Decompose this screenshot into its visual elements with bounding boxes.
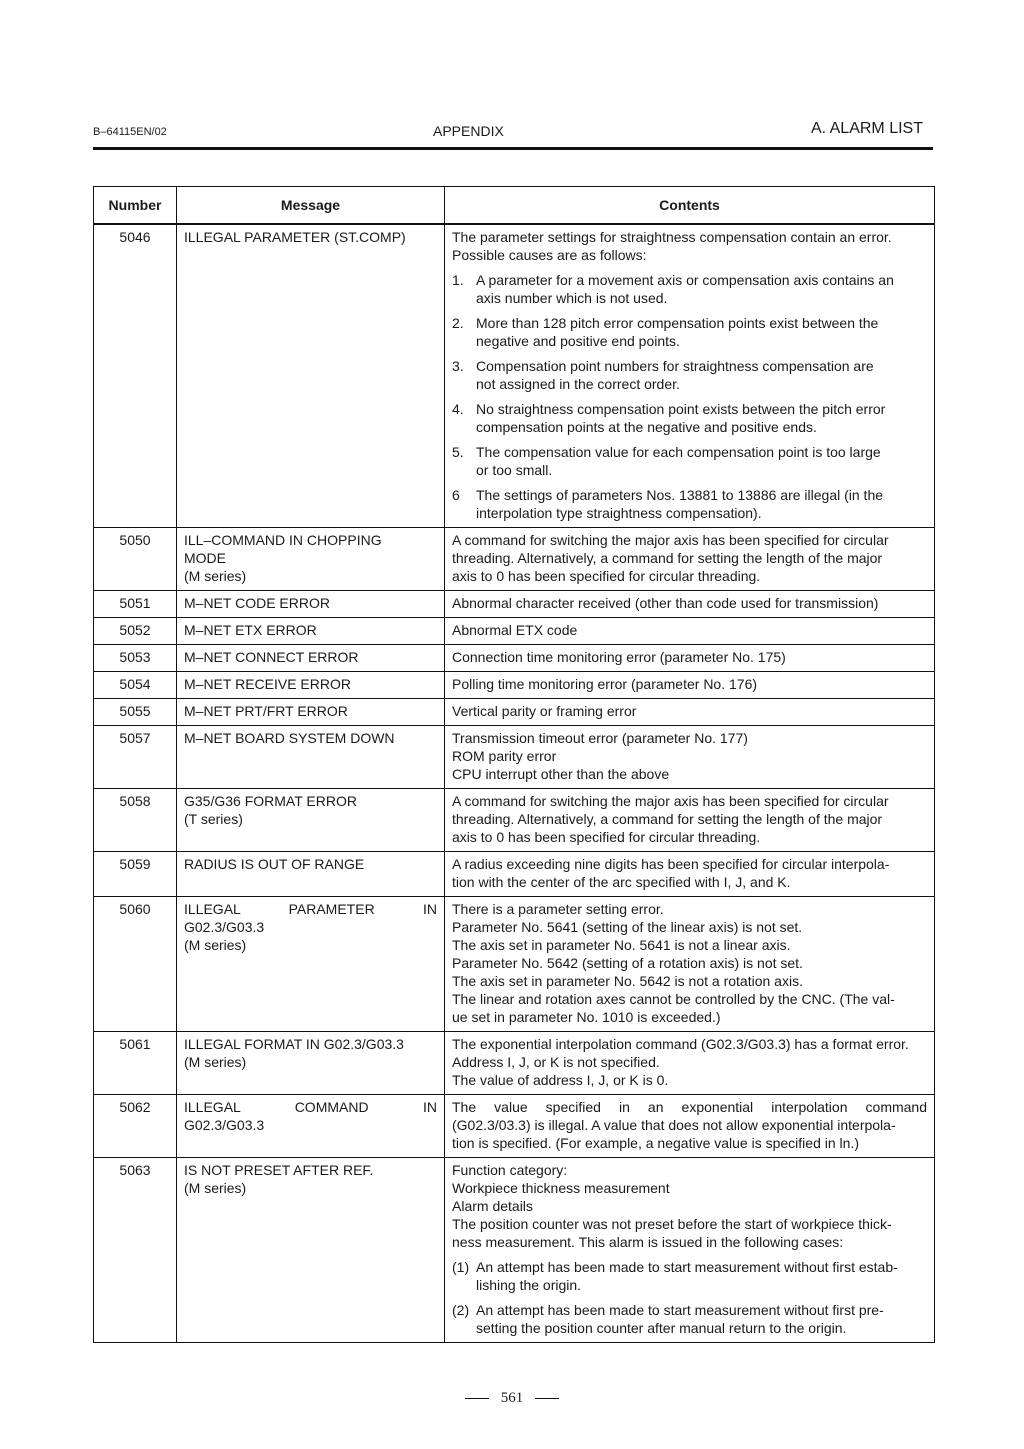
list-marker: 3. — [452, 358, 464, 374]
contents-line: ROM parity error — [452, 748, 557, 764]
column-header-number: Number — [94, 187, 177, 225]
list-text-line: An attempt has been made to start measurement without first estab- — [476, 1259, 898, 1275]
alarm-message — [177, 224, 445, 528]
message-line: RADIUS IS OUT OF RANGE — [184, 856, 365, 872]
list-text — [476, 443, 927, 479]
chapter-title: A. ALARM LIST — [810, 120, 923, 137]
list-marker: (1) — [452, 1259, 470, 1275]
header-rule — [93, 147, 933, 150]
contents-line: A command for switching the major axis has been specified for circular — [452, 793, 889, 809]
alarm-number: 5055 — [94, 699, 177, 726]
message-line: M–NET RECEIVE ERROR — [184, 676, 351, 692]
alarm-contents — [445, 789, 935, 852]
alarm-contents — [445, 699, 935, 726]
list-text — [476, 400, 927, 436]
list-text-line: not assigned in the correct order. — [476, 376, 680, 392]
contents-line: Alarm details — [452, 1198, 533, 1214]
contents-line: CPU interrupt other than the above — [452, 766, 670, 782]
message-line: ILLEGAL COMMAND IN — [184, 1099, 437, 1115]
alarm-message — [177, 672, 445, 699]
contents-line: The parameter settings for straightness compensation contain an error. — [452, 229, 892, 245]
alarm-message — [177, 1095, 445, 1158]
message-line: IS NOT PRESET AFTER REF. — [184, 1162, 374, 1178]
alarm-number: 5050 — [94, 528, 177, 591]
contents-line: (G02.3/03.3) is illegal. A value that does not allow exponential interpola- — [452, 1117, 896, 1133]
list-item — [452, 1301, 927, 1337]
alarm-contents — [445, 672, 935, 699]
list-text — [476, 271, 927, 307]
table-row — [94, 1095, 935, 1158]
contents-line: Address I, J, or K is not specified. — [452, 1054, 660, 1070]
table-row — [94, 645, 935, 672]
table-row — [94, 852, 935, 897]
contents-line: Connection time monitoring error (parameter No. 175) — [452, 649, 786, 665]
table-row — [94, 789, 935, 852]
footer-dash-left — [465, 1398, 489, 1399]
list-marker: 2. — [452, 315, 464, 331]
alarm-contents — [445, 852, 935, 897]
contents-line: The value specified in an exponential interpolation command — [452, 1099, 927, 1115]
page-header — [93, 118, 933, 142]
section-title: APPENDIX — [433, 123, 504, 139]
message-line: M–NET CODE ERROR — [184, 595, 330, 611]
message-line: ILLEGAL PARAMETER IN — [184, 901, 437, 917]
list-item — [452, 314, 927, 350]
message-line: G02.3/G03.3 — [184, 1117, 265, 1133]
contents-line: A command for switching the major axis has been specified for circular — [452, 532, 889, 548]
alarm-message — [177, 591, 445, 618]
alarm-number: 5062 — [94, 1095, 177, 1158]
contents-line: ue set in parameter No. 1010 is exceeded.) — [452, 1009, 721, 1025]
cause-list — [452, 271, 927, 522]
table-row — [94, 591, 935, 618]
alarm-number: 5053 — [94, 645, 177, 672]
table-row — [94, 672, 935, 699]
contents-line: threading. Alternatively, a command for setting the length of the major — [452, 811, 883, 827]
message-line: M–NET CONNECT ERROR — [184, 649, 359, 665]
alarm-number: 5059 — [94, 852, 177, 897]
alarm-message — [177, 852, 445, 897]
list-text — [476, 314, 927, 350]
table-row — [94, 1032, 935, 1095]
contents-line: ness measurement. This alarm is issued in the following cases: — [452, 1234, 844, 1250]
alarm-contents — [445, 897, 935, 1032]
list-text-line: The settings of parameters Nos. 13881 to 13886 are illegal (in the — [476, 487, 884, 503]
table-row — [94, 1158, 935, 1343]
alarm-message — [177, 699, 445, 726]
alarm-number: 5052 — [94, 618, 177, 645]
column-header-contents: Contents — [445, 187, 935, 225]
contents-line: Function category: — [452, 1162, 568, 1178]
message-line: (M series) — [184, 937, 247, 953]
alarm-number: 5046 — [94, 224, 177, 528]
contents-line: Abnormal character received (other than code used for transmission) — [452, 595, 879, 611]
list-item — [452, 357, 927, 393]
contents-line: threading. Alternatively, a command for setting the length of the major — [452, 550, 883, 566]
alarm-message — [177, 726, 445, 789]
list-text-line: compensation points at the negative and positive ends. — [476, 419, 817, 435]
table-row — [94, 897, 935, 1032]
list-text — [476, 1301, 927, 1337]
alarm-message — [177, 789, 445, 852]
list-text-line: lishing the origin. — [476, 1277, 582, 1293]
contents-line: The value of address I, J, or K is 0. — [452, 1072, 669, 1088]
alarm-contents — [445, 591, 935, 618]
alarm-message — [177, 645, 445, 672]
contents-line: Parameter No. 5641 (setting of the linear axis) is not set. — [452, 919, 803, 935]
alarm-number: 5054 — [94, 672, 177, 699]
table-row — [94, 618, 935, 645]
message-line: G35/G36 FORMAT ERROR — [184, 793, 357, 809]
message-line: (M series) — [184, 568, 247, 584]
table-row — [94, 224, 935, 528]
page-number: 561 — [500, 1390, 524, 1406]
contents-line: axis to 0 has been specified for circular threading. — [452, 568, 761, 584]
message-line: MODE — [184, 550, 226, 566]
list-item — [452, 443, 927, 479]
contents-line: Vertical parity or framing error — [452, 703, 637, 719]
contents-line: Polling time monitoring error (parameter No. 176) — [452, 676, 758, 692]
message-line: ILL–COMMAND IN CHOPPING — [184, 532, 382, 548]
page-footer — [0, 1390, 1024, 1407]
list-text-line: Compensation point numbers for straightness compensation are — [476, 358, 874, 374]
alarm-message — [177, 897, 445, 1032]
list-marker: (2) — [452, 1302, 470, 1318]
message-line: G02.3/G03.3 — [184, 919, 265, 935]
alarm-message — [177, 528, 445, 591]
list-text — [476, 486, 927, 522]
alarm-number: 5061 — [94, 1032, 177, 1095]
contents-line: Abnormal ETX code — [452, 622, 578, 638]
message-line: M–NET ETX ERROR — [184, 622, 317, 638]
list-item — [452, 271, 927, 307]
contents-line: The position counter was not preset before the start of workpiece thick- — [452, 1216, 892, 1232]
message-line: M–NET BOARD SYSTEM DOWN — [184, 730, 395, 746]
alarm-number: 5057 — [94, 726, 177, 789]
list-marker: 1. — [452, 272, 464, 288]
alarm-message — [177, 1032, 445, 1095]
contents-line: The linear and rotation axes cannot be controlled by the CNC. (The val- — [452, 991, 895, 1007]
table-row — [94, 528, 935, 591]
alarm-contents — [445, 528, 935, 591]
alarm-message — [177, 618, 445, 645]
list-text-line: negative and positive end points. — [476, 333, 680, 349]
contents-line: The axis set in parameter No. 5641 is not a linear axis. — [452, 937, 791, 953]
list-text-line: An attempt has been made to start measurement without first pre- — [476, 1302, 884, 1318]
contents-line: Parameter No. 5642 (setting of a rotation axis) is not set. — [452, 955, 803, 971]
alarm-table-body — [94, 224, 935, 1343]
alarm-contents — [445, 1095, 935, 1158]
list-text — [476, 1258, 927, 1294]
message-line: (M series) — [184, 1054, 247, 1070]
table-row — [94, 726, 935, 789]
alarm-contents — [445, 645, 935, 672]
alarm-contents — [445, 1158, 935, 1343]
alarm-contents — [445, 224, 935, 528]
list-text-line: More than 128 pitch error compensation points exist between the — [476, 315, 879, 331]
list-item — [452, 1258, 927, 1294]
alarm-number: 5051 — [94, 591, 177, 618]
list-marker: 5. — [452, 444, 464, 460]
contents-line: The exponential interpolation command (G02.3/G03.3) has a format error. — [452, 1036, 909, 1052]
contents-line: axis to 0 has been specified for circular threading. — [452, 829, 761, 845]
alarm-contents — [445, 1032, 935, 1095]
list-marker: 4. — [452, 401, 464, 417]
column-header-message: Message — [177, 187, 445, 225]
alarm-message — [177, 1158, 445, 1343]
contents-line: tion is specified. (For example, a negative value is specified in ln.) — [452, 1135, 859, 1151]
list-item — [452, 486, 927, 522]
list-text-line: or too small. — [476, 462, 553, 478]
alarm-number: 5060 — [94, 897, 177, 1032]
contents-line: Possible causes are as follows: — [452, 247, 647, 263]
contents-line: Transmission timeout error (parameter No. 177) — [452, 730, 748, 746]
alarm-table — [93, 186, 935, 1343]
alarm-number: 5063 — [94, 1158, 177, 1343]
message-line: ILLEGAL PARAMETER (ST.COMP) — [184, 229, 406, 245]
table-header-row — [94, 187, 935, 225]
contents-line: There is a parameter setting error. — [452, 901, 664, 917]
footer-dash-right — [535, 1398, 559, 1399]
list-text-line: A parameter for a movement axis or compensation axis contains an — [476, 272, 894, 288]
message-line: ILLEGAL FORMAT IN G02.3/G03.3 — [184, 1036, 404, 1052]
document-code: B–64115EN/02 — [93, 126, 167, 138]
alarm-contents — [445, 726, 935, 789]
cause-list — [452, 1258, 927, 1337]
message-line: (T series) — [184, 811, 243, 827]
list-text-line: The compensation value for each compensation point is too large — [476, 444, 881, 460]
list-item — [452, 400, 927, 436]
alarm-number: 5058 — [94, 789, 177, 852]
contents-line: tion with the center of the arc specified with I, J, and K. — [452, 874, 791, 890]
contents-line: Workpiece thickness measurement — [452, 1180, 670, 1196]
message-line: M–NET PRT/FRT ERROR — [184, 703, 348, 719]
list-text — [476, 357, 927, 393]
list-text-line: setting the position counter after manual return to the origin. — [476, 1320, 847, 1336]
list-text-line: axis number which is not used. — [476, 290, 668, 306]
list-text-line: interpolation type straightness compensation). — [476, 505, 762, 521]
list-text-line: No straightness compensation point exists between the pitch error — [476, 401, 886, 417]
list-marker: 6 — [452, 487, 460, 503]
table-row — [94, 699, 935, 726]
alarm-contents — [445, 618, 935, 645]
contents-line: The axis set in parameter No. 5642 is not a rotation axis. — [452, 973, 803, 989]
message-line: (M series) — [184, 1180, 247, 1196]
contents-line: A radius exceeding nine digits has been specified for circular interpola- — [452, 856, 890, 872]
